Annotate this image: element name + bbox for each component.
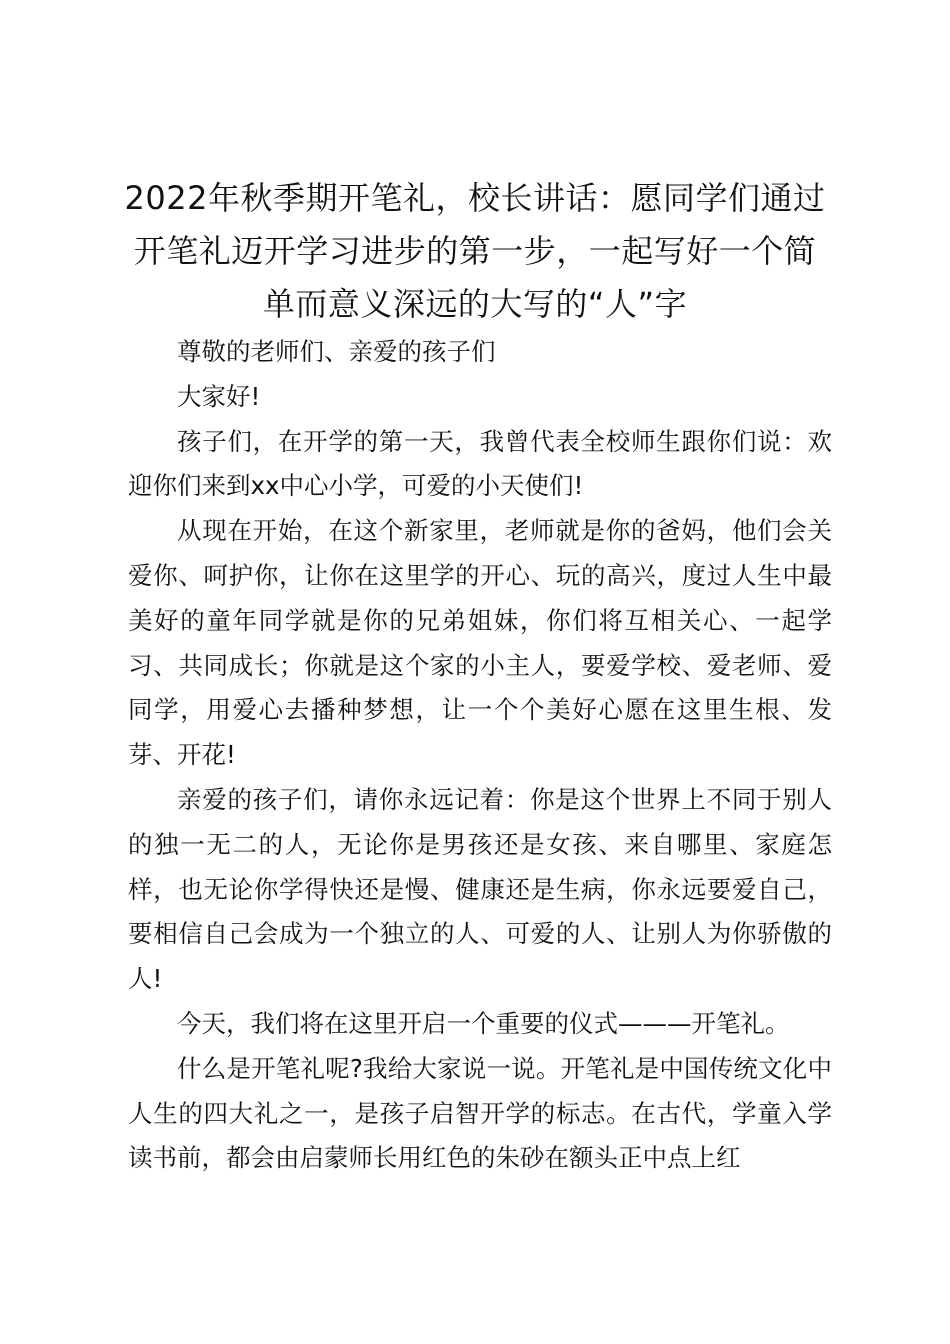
- body-paragraph: 亲爱的孩子们，请你永远记着：你是这个世界上不同于别人的独一无二的人，无论你是男孩还是女孩、来自哪里、家庭怎样，也无论你学得快还是慢、健康还是生病，你永远要爱自己，要相信自己会成为一个独立的人、可爱的人、让别人为你骄傲的人!: [128, 784, 832, 994]
- body-paragraph: 今天，我们将在这里开启一个重要的仪式———开笔礼。: [177, 1008, 790, 1038]
- body-paragraph: 从现在开始，在这个新家里，老师就是你的爸妈，他们会关爱你、呵护你，让你在这里学的开心、玩的高兴，度过人生中最美好的童年同学就是你的兄弟姐妹，你们将互相关心、一起学习、共同成长；你就是这个家的小主人，要爱学校、爱老师、爱同学，用爱心去播种梦想，让一个个美好心愿在这里生根、发芽、开花!: [128, 516, 832, 770]
- salutation-paragraph: 尊敬的老师们、亲爱的孩子们: [177, 337, 496, 366]
- greeting-paragraph: 大家好!: [177, 381, 261, 411]
- body-paragraph: 什么是开笔礼呢?我给大家说一说。开笔礼是中国传统文化中人生的四大礼之一，是孩子启智开学的标志。在古代，学童入学读书前，都会由启蒙师长用红色的朱砂在额头正中点上红: [128, 1053, 832, 1173]
- document-body: [128, 330, 832, 1181]
- body-paragraph: 孩子们，在开学的第一天，我曾代表全校师生跟你们说：欢迎你们来到xx中心小学，可爱的小天使们!: [128, 426, 832, 501]
- document-title: 2022年秋季期开笔礼，校长讲话：愿同学们通过开笔礼迈开学习进步的第一步，一起写好一个简单而意义深远的大写的“人”字: [124, 179, 826, 323]
